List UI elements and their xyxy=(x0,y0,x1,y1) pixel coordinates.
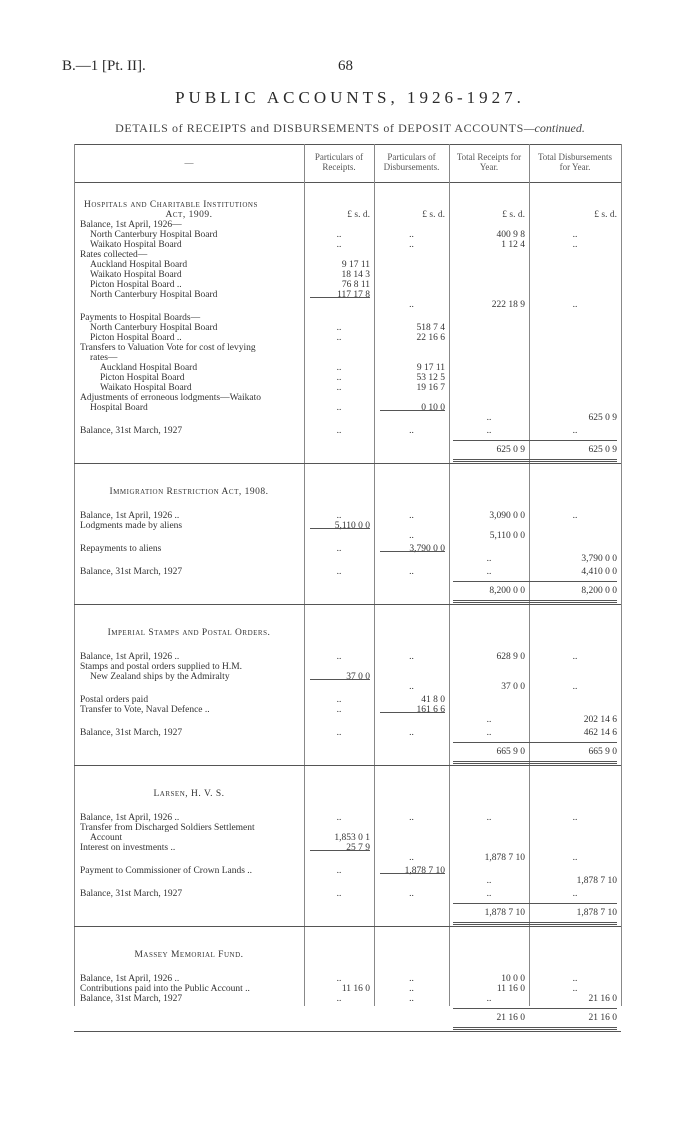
amount-cell: .. xyxy=(572,240,578,250)
amount-cell: .. xyxy=(336,511,342,521)
section-heading: Immigration Restriction Act, 1908. xyxy=(109,487,269,497)
amount-cell: 18 14 3 xyxy=(341,270,370,280)
amount-cell: .. xyxy=(336,363,342,373)
amount-cell: .. xyxy=(336,695,342,705)
row-label: Stamps and postal orders supplied to H.M. xyxy=(80,662,243,672)
row-label: Contributions paid into the Public Account .. xyxy=(80,984,250,994)
total-rule xyxy=(453,903,617,904)
total-double-rule xyxy=(453,1029,617,1030)
currency-units: £ s. d. xyxy=(422,210,445,220)
amount-cell: 1,878 7 10 xyxy=(576,876,617,886)
total-double-rule xyxy=(453,922,617,923)
amount-cell: .. xyxy=(409,984,414,994)
amount-cell: 9 17 11 xyxy=(416,363,445,373)
column-header-total-receipts: Total Receipts for Year. xyxy=(456,152,522,172)
amount-cell: .. xyxy=(336,544,342,554)
amount-cell: .. xyxy=(336,230,342,240)
row-label: North Canterbury Hospital Board xyxy=(90,230,218,240)
amount-cell: .. xyxy=(409,974,414,984)
amount-cell: 1,853 0 1 xyxy=(334,833,370,843)
row-label: Balance, 31st March, 1927 xyxy=(80,426,183,436)
amount-cell: .. xyxy=(572,652,578,662)
total-double-rule xyxy=(453,459,617,460)
row-label: Waikato Hospital Board xyxy=(90,270,182,280)
amount-cell: .. xyxy=(486,426,492,436)
section-separator xyxy=(74,926,621,927)
amount-cell: .. xyxy=(486,876,492,886)
total-rule xyxy=(453,440,617,441)
row-label: Balance, 31st March, 1927 xyxy=(80,889,183,899)
amount-cell: .. xyxy=(336,974,342,984)
amount-cell: .. xyxy=(336,323,342,333)
row-label: Postal orders paid xyxy=(80,695,149,705)
row-label: Adjustments of erroneous lodgments—Waikato xyxy=(80,393,262,403)
amount-cell: .. xyxy=(409,300,414,310)
amount-cell: .. xyxy=(486,715,492,725)
amount-cell: .. xyxy=(336,705,342,715)
row-label: Picton Hospital Board xyxy=(100,373,185,383)
row-label: Account xyxy=(90,833,123,843)
amount-cell: .. xyxy=(409,652,414,662)
row-label: Picton Hospital Board .. xyxy=(90,280,182,290)
total-double-rule xyxy=(453,600,617,601)
amount-cell: 9 17 11 xyxy=(341,260,370,270)
amount-cell: .. xyxy=(409,994,414,1004)
amount-cell: 11 16 0 xyxy=(496,984,525,994)
total-disbursements-amount: 625 0 9 xyxy=(588,445,617,455)
amount-cell: .. xyxy=(409,230,414,240)
amount-cell: 76 8 11 xyxy=(341,280,370,290)
amount-cell: .. xyxy=(486,554,492,564)
amount-cell: 400 9 8 xyxy=(496,230,525,240)
amount-cell: .. xyxy=(336,333,342,343)
subtotal-rule xyxy=(310,297,370,298)
amount-cell: .. xyxy=(409,889,414,899)
amount-cell: 10 0 0 xyxy=(501,974,525,984)
amount-cell: 5,110 0 0 xyxy=(334,521,370,531)
section-separator xyxy=(74,1031,621,1032)
total-receipts-amount: 21 16 0 xyxy=(496,1013,525,1023)
total-disbursements-amount: 1,878 7 10 xyxy=(576,908,617,918)
subtotal-rule xyxy=(310,528,370,529)
subtotal-rule xyxy=(380,410,445,411)
amount-cell: 625 0 9 xyxy=(588,413,617,423)
row-label: Repayments to aliens xyxy=(80,544,162,554)
accounts-table xyxy=(74,144,621,1023)
amount-cell: 4,410 0 0 xyxy=(581,567,617,577)
amount-cell: .. xyxy=(486,567,492,577)
row-label: Balance, 1st April, 1926 .. xyxy=(80,511,180,521)
amount-cell: 0 10 0 xyxy=(421,403,445,413)
total-double-rule xyxy=(453,602,617,603)
amount-cell: .. xyxy=(336,403,342,413)
row-label: Transfer to Vote, Naval Defence .. xyxy=(80,705,210,715)
amount-cell: 1 12 4 xyxy=(501,240,525,250)
total-receipts-amount: 1,878 7 10 xyxy=(484,908,525,918)
amount-cell: 202 14 6 xyxy=(583,715,617,725)
amount-cell: .. xyxy=(572,426,578,436)
amount-cell: .. xyxy=(409,728,414,738)
column-header-particulars-receipts: Particulars of Receipts. xyxy=(314,152,364,172)
amount-cell: .. xyxy=(336,373,342,383)
row-label: Picton Hospital Board .. xyxy=(90,333,182,343)
section-heading: Hospitals and Charitable Institutions xyxy=(84,200,258,210)
total-rule xyxy=(453,742,617,743)
amount-cell: .. xyxy=(336,240,342,250)
column-divider xyxy=(449,144,450,1006)
section-heading: Larsen, H. V. S. xyxy=(153,789,225,799)
row-label: Waikato Hospital Board xyxy=(90,240,182,250)
amount-cell: 53 12 5 xyxy=(416,373,445,383)
amount-cell: 628 9 0 xyxy=(496,652,525,662)
amount-cell: .. xyxy=(336,994,342,1004)
amount-cell: 21 16 0 xyxy=(588,994,617,1004)
amount-cell: .. xyxy=(336,866,342,876)
amount-cell: .. xyxy=(572,682,578,692)
amount-cell: .. xyxy=(336,383,342,393)
table-right-border xyxy=(621,144,622,1006)
row-label: Balance, 31st March, 1927 xyxy=(80,994,183,1004)
document-reference: B.—1 [Pt. II]. xyxy=(62,58,146,74)
row-label: Interest on investments .. xyxy=(80,843,176,853)
row-label: Lodgments made by aliens xyxy=(80,521,183,531)
amount-cell: 37 0 0 xyxy=(346,672,370,682)
subtitle-main: DETAILS of RECEIPTS and DISBURSEMENTS of DEPOSIT ACCOUNTS xyxy=(115,121,524,135)
amount-cell: .. xyxy=(572,511,578,521)
total-disbursements-amount: 665 9 0 xyxy=(588,747,617,757)
total-double-rule xyxy=(453,761,617,762)
row-label: North Canterbury Hospital Board xyxy=(90,323,218,333)
row-label: Rates collected— xyxy=(80,250,148,260)
amount-cell: .. xyxy=(409,853,414,863)
row-label: Auckland Hospital Board xyxy=(100,363,198,373)
total-receipts-amount: 665 9 0 xyxy=(496,747,525,757)
row-label: Auckland Hospital Board xyxy=(90,260,188,270)
row-label: Balance, 1st April, 1926 .. xyxy=(80,974,180,984)
row-label: Balance, 1st April, 1926— xyxy=(80,220,182,230)
section-separator xyxy=(74,765,621,766)
amount-cell: .. xyxy=(409,813,414,823)
column-header-blank: — xyxy=(184,158,194,168)
amount-cell: 19 16 7 xyxy=(416,383,445,393)
column-divider xyxy=(529,144,530,1006)
amount-cell: .. xyxy=(336,813,342,823)
amount-cell: 37 0 0 xyxy=(501,682,525,692)
subtitle-continued: —continued. xyxy=(523,121,585,135)
row-label: Balance, 1st April, 1926 .. xyxy=(80,813,180,823)
amount-cell: .. xyxy=(572,984,578,994)
page-number: 68 xyxy=(338,58,353,74)
amount-cell: .. xyxy=(572,230,578,240)
currency-units: £ s. d. xyxy=(347,210,370,220)
total-double-rule xyxy=(453,1027,617,1028)
subtotal-rule xyxy=(310,679,370,680)
row-label: Transfers to Valuation Vote for cost of levying xyxy=(80,343,256,353)
amount-cell: .. xyxy=(409,426,414,436)
subtotal-rule xyxy=(380,551,445,552)
amount-cell: .. xyxy=(572,853,578,863)
total-receipts-amount: 8,200 0 0 xyxy=(489,586,525,596)
total-rule xyxy=(453,1008,617,1009)
row-label: Payment to Commissioner of Crown Lands .. xyxy=(80,866,253,876)
page-title: PUBLIC ACCOUNTS, 1926-1927. xyxy=(175,88,525,107)
column-divider xyxy=(374,144,375,1006)
amount-cell: .. xyxy=(572,889,578,899)
amount-cell: .. xyxy=(486,728,492,738)
total-disbursements-amount: 8,200 0 0 xyxy=(581,586,617,596)
amount-cell: .. xyxy=(409,531,414,541)
amount-cell: .. xyxy=(336,889,342,899)
table-subtitle xyxy=(0,121,700,136)
amount-cell: .. xyxy=(572,300,578,310)
total-double-rule xyxy=(453,763,617,764)
amount-cell: 1,878 7 10 xyxy=(404,866,445,876)
amount-cell: .. xyxy=(336,426,342,436)
column-header-particulars-disbursements: Particulars of Disbursements. xyxy=(383,152,440,172)
total-double-rule xyxy=(453,924,617,925)
subtotal-rule xyxy=(310,850,370,851)
total-receipts-amount: 625 0 9 xyxy=(496,445,525,455)
row-label: Transfer from Discharged Soldiers Settlement xyxy=(80,823,255,833)
amount-cell: 3,090 0 0 xyxy=(489,511,525,521)
section-heading: Massey Memorial Fund. xyxy=(134,950,244,960)
amount-cell: 117 17 8 xyxy=(337,290,370,300)
row-label: Hospital Board xyxy=(90,403,148,413)
amount-cell: .. xyxy=(572,974,578,984)
header-bottom-rule xyxy=(74,182,621,183)
amount-cell: 11 16 0 xyxy=(341,984,370,994)
amount-cell: .. xyxy=(486,413,492,423)
amount-cell: .. xyxy=(486,994,492,1004)
amount-cell: 518 7 4 xyxy=(416,323,445,333)
amount-cell: .. xyxy=(486,889,492,899)
total-double-rule xyxy=(453,461,617,462)
subtotal-rule xyxy=(380,712,445,713)
amount-cell: 161 6 6 xyxy=(416,705,445,715)
amount-cell: 462 14 6 xyxy=(583,728,617,738)
amount-cell: .. xyxy=(486,813,492,823)
amount-cell: 3,790 0 0 xyxy=(409,544,445,554)
amount-cell: .. xyxy=(336,728,342,738)
row-label: Payments to Hospital Boards— xyxy=(80,313,201,323)
total-rule xyxy=(453,581,617,582)
amount-cell: 1,878 7 10 xyxy=(484,853,525,863)
row-label: Waikato Hospital Board xyxy=(100,383,192,393)
row-label: New Zealand ships by the Admiralty xyxy=(90,672,230,682)
total-disbursements-amount: 21 16 0 xyxy=(588,1013,617,1023)
row-label: Balance, 1st April, 1926 .. xyxy=(80,652,180,662)
amount-cell: .. xyxy=(409,511,414,521)
amount-cell: .. xyxy=(409,682,414,692)
table-left-border xyxy=(74,144,75,1006)
row-label: rates— xyxy=(90,353,118,363)
section-separator xyxy=(74,604,621,605)
amount-cell: 41 8 0 xyxy=(421,695,445,705)
row-label: Balance, 31st March, 1927 xyxy=(80,728,183,738)
section-heading-line2: Act, 1909. xyxy=(165,210,213,220)
row-label: Balance, 31st March, 1927 xyxy=(80,567,183,577)
amount-cell: 25 7 9 xyxy=(346,843,370,853)
subtotal-rule xyxy=(380,873,445,874)
section-heading: Imperial Stamps and Postal Orders. xyxy=(107,628,271,638)
amount-cell: .. xyxy=(572,813,578,823)
amount-cell: .. xyxy=(409,240,414,250)
currency-units: £ s. d. xyxy=(594,210,617,220)
amount-cell: .. xyxy=(409,567,414,577)
amount-cell: 5,110 0 0 xyxy=(489,531,525,541)
amount-cell: 22 16 6 xyxy=(416,333,445,343)
amount-cell: 3,790 0 0 xyxy=(581,554,617,564)
amount-cell: .. xyxy=(336,567,342,577)
table-top-rule xyxy=(74,144,621,145)
amount-cell: 222 18 9 xyxy=(491,300,525,310)
column-header-total-disbursements: Total Disbursements for Year. xyxy=(537,152,613,172)
section-separator xyxy=(74,463,621,464)
currency-units: £ s. d. xyxy=(502,210,525,220)
amount-cell: .. xyxy=(336,652,342,662)
row-label: North Canterbury Hospital Board xyxy=(90,290,218,300)
